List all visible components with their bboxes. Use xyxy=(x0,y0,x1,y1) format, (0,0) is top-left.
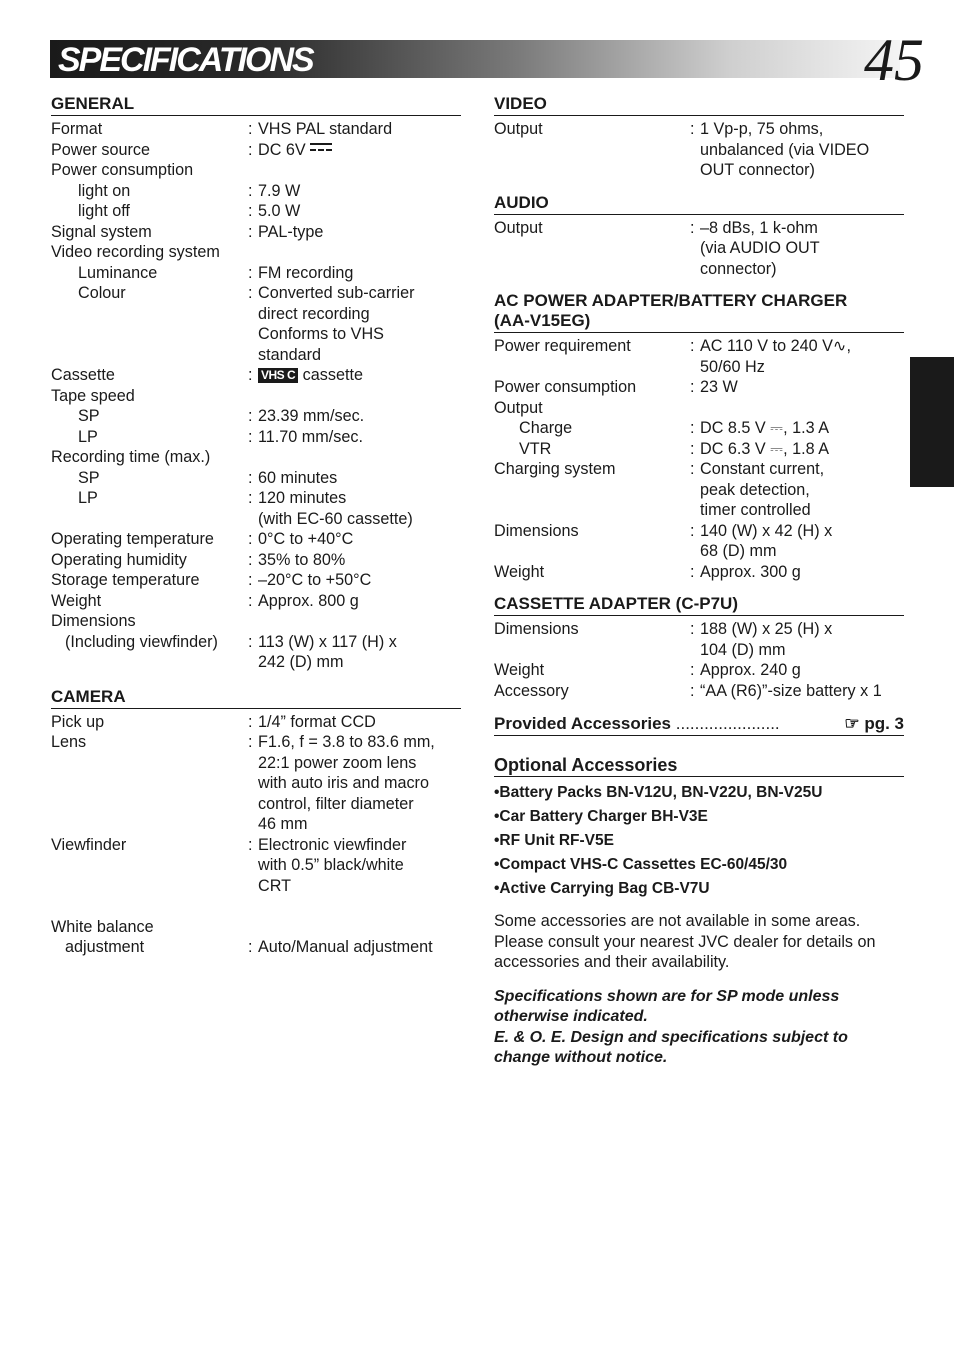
spec-label: Power consumption xyxy=(494,378,637,396)
colon-separator: : xyxy=(248,938,253,956)
optional-accessories-heading: Optional Accessories xyxy=(494,754,904,777)
list-item: •Compact VHS-C Cassettes EC-60/45/30 xyxy=(494,856,788,873)
spec-label: Lens xyxy=(51,733,87,751)
spec-value-text: Converted sub-carrier direct recording Conforms to VHS standard xyxy=(258,284,415,364)
spec-value-text: –20°C to +50°C xyxy=(258,571,372,589)
spec-row xyxy=(494,439,904,460)
list-item: •Active Carrying Bag CB-V7U xyxy=(494,880,710,897)
spec-label: Output xyxy=(494,218,543,237)
spec-row xyxy=(51,242,461,263)
spec-label: Video recording system xyxy=(51,243,220,261)
colon-separator: : xyxy=(690,562,695,581)
spec-value xyxy=(248,835,461,897)
spec-value-text: Approx. 300 g xyxy=(700,562,801,581)
spec-row xyxy=(51,181,461,202)
spec-value xyxy=(690,681,904,702)
spec-label: Recording time (max.) xyxy=(51,448,211,466)
spec-label: Operating humidity xyxy=(51,550,187,569)
colon-separator: : xyxy=(690,378,695,396)
spec-label: Power source xyxy=(51,140,150,159)
spec-value xyxy=(248,365,461,386)
spec-row xyxy=(51,119,461,140)
dot-leader: ...................... xyxy=(675,714,780,733)
spec-value xyxy=(248,488,461,529)
section-heading: VIDEO xyxy=(494,94,904,116)
spec-label: LP xyxy=(78,489,98,507)
colon-separator: : xyxy=(248,181,253,200)
spec-value xyxy=(690,521,904,562)
spec-label: Power requirement xyxy=(494,337,631,355)
provided-accessories-label xyxy=(494,713,780,735)
colon-separator: : xyxy=(690,419,695,437)
spec-label: Viewfinder xyxy=(51,835,127,854)
spec-label: Dimensions xyxy=(494,521,579,540)
spec-row xyxy=(51,529,461,550)
spec-value-text: 140 (W) x 42 (H) x 68 (D) mm xyxy=(700,521,833,560)
spec-row xyxy=(51,591,461,612)
spec-label: Dimensions xyxy=(51,612,136,630)
colon-separator: : xyxy=(690,620,695,638)
spec-label: light off xyxy=(78,202,130,220)
spec-value-text: VHS PAL standard xyxy=(258,120,393,138)
colon-separator: : xyxy=(248,407,253,425)
spec-row xyxy=(51,896,461,917)
colon-separator: : xyxy=(248,591,253,610)
colon-separator: : xyxy=(248,140,253,159)
spec-row xyxy=(51,632,461,673)
spec-row xyxy=(494,418,904,439)
spec-row xyxy=(51,427,461,448)
colon-separator: : xyxy=(248,632,253,651)
spec-value-text: 60 minutes xyxy=(258,468,338,487)
section-heading: GENERAL xyxy=(51,94,461,116)
spec-row xyxy=(494,521,904,562)
spec-row xyxy=(51,570,461,591)
spec-row xyxy=(51,201,461,222)
colon-separator: : xyxy=(248,550,253,569)
spec-row xyxy=(494,562,904,583)
spec-value-text: DC 8.5 V ⎓, 1.3 A xyxy=(700,419,829,437)
spec-label: Cassette xyxy=(51,366,115,384)
spec-row xyxy=(494,119,904,181)
spec-row xyxy=(494,681,904,702)
sp-mode-note: Specifications shown are for SP mode unless otherwise indicated. xyxy=(494,987,840,1025)
spec-row xyxy=(494,398,904,419)
spec-value xyxy=(248,468,461,489)
section-heading: AC POWER ADAPTER/BATTERY CHARGER (AA-V15EG) xyxy=(494,291,904,333)
spec-label: Format xyxy=(51,120,103,138)
spec-table xyxy=(494,619,904,701)
colon-separator: : xyxy=(690,218,695,237)
spec-value-text: 113 (W) x 117 (H) x 242 (D) mm xyxy=(258,632,397,671)
spec-value xyxy=(248,283,461,365)
spec-value-text: DC 6.3 V ⎓, 1.8 A xyxy=(700,439,829,458)
spec-label: Charge xyxy=(519,419,573,437)
spec-value-text: 188 (W) x 25 (H) x 104 (D) mm xyxy=(700,620,833,659)
spec-label: Weight xyxy=(51,591,102,610)
spec-table xyxy=(494,119,904,181)
colon-separator: : xyxy=(690,439,695,458)
spec-row xyxy=(51,611,461,632)
spec-row xyxy=(51,222,461,243)
spec-value-text: VHS C cassette xyxy=(258,365,461,386)
spec-value xyxy=(248,591,461,612)
availability-note: Some accessories are not available in some areas. Please consult your nearest JVC dealer for details on accessories and their availability. xyxy=(494,912,876,971)
spec-value xyxy=(248,406,461,427)
colon-separator: : xyxy=(248,222,253,241)
dc-symbol-icon xyxy=(310,143,332,153)
spec-value-text: 120 minutes (with EC-60 cassette) xyxy=(258,489,413,528)
spec-value-text: AC 110 V to 240 V∿, 50/60 Hz xyxy=(700,337,851,376)
section-heading: CASSETTE ADAPTER (C-P7U) xyxy=(494,594,904,616)
spec-row xyxy=(51,732,461,835)
colon-separator: : xyxy=(690,661,695,679)
spec-row xyxy=(51,917,461,938)
spec-row xyxy=(51,386,461,407)
spec-value-text: 1/4” format CCD xyxy=(258,712,376,731)
camera-section xyxy=(51,687,461,958)
spec-label: Output xyxy=(494,398,543,417)
spec-value xyxy=(248,201,461,222)
spec-label: Weight xyxy=(494,562,545,581)
spec-value xyxy=(690,439,904,460)
spec-row xyxy=(494,459,904,521)
spec-label: Tape speed xyxy=(51,386,135,405)
video-section xyxy=(494,94,904,181)
spec-row xyxy=(51,406,461,427)
spec-label: Charging system xyxy=(494,460,616,478)
spec-value xyxy=(248,119,461,140)
spec-row xyxy=(51,468,461,489)
spec-value xyxy=(248,140,461,161)
section-heading: CAMERA xyxy=(51,687,461,709)
spec-label: VTR xyxy=(519,439,552,458)
left-column xyxy=(51,94,461,970)
spec-value-text: PAL-type xyxy=(258,222,324,241)
spec-value-text: DC 6V xyxy=(258,140,461,161)
spec-row xyxy=(51,488,461,529)
colon-separator: : xyxy=(690,337,695,355)
right-column xyxy=(494,94,904,1069)
spec-row xyxy=(494,660,904,681)
spec-row xyxy=(494,218,904,280)
colon-separator: : xyxy=(248,835,253,854)
adapter-section xyxy=(494,291,904,582)
spec-label: White balance xyxy=(51,917,154,936)
spec-value-text: FM recording xyxy=(258,263,354,282)
spec-label: Pick up xyxy=(51,712,105,731)
spec-row xyxy=(51,712,461,733)
spec-value-text: 1 Vp-p, 75 ohms, unbalanced (via VIDEO OUT connector) xyxy=(700,120,870,179)
spec-value xyxy=(690,119,904,181)
spec-label: LP xyxy=(78,427,98,446)
vhs-c-logo-icon: VHS C xyxy=(258,368,298,383)
spec-label: Operating temperature xyxy=(51,530,214,548)
spec-value-text: Approx. 240 g xyxy=(700,661,801,679)
spec-value-text: F1.6, f = 3.8 to 83.6 mm, 22:1 power zoom lens with auto iris and macro control, filter diameter 46 mm xyxy=(258,733,435,833)
spec-value xyxy=(248,181,461,202)
spec-label: adjustment xyxy=(65,938,145,956)
spec-row xyxy=(494,619,904,660)
spec-value-text: Constant current, peak detection, timer controlled xyxy=(700,460,825,519)
spec-label: Dimensions xyxy=(494,620,579,638)
list-item: •RF Unit RF-V5E xyxy=(494,832,614,849)
colon-separator: : xyxy=(248,366,253,384)
colon-separator: : xyxy=(690,681,695,700)
spec-label: Signal system xyxy=(51,222,152,241)
section-heading: AUDIO xyxy=(494,193,904,215)
spec-row xyxy=(51,263,461,284)
spec-value xyxy=(248,550,461,571)
spec-value-text: 35% to 80% xyxy=(258,550,346,569)
spec-value-text: 23 W xyxy=(700,378,738,396)
spec-value-text: Auto/Manual adjustment xyxy=(258,938,433,956)
spec-label: light on xyxy=(78,181,131,200)
spec-value xyxy=(690,562,904,583)
spec-row xyxy=(51,283,461,365)
footer-note xyxy=(494,987,904,1069)
spec-value xyxy=(248,632,461,673)
page-title: SPECIFICATIONS xyxy=(58,41,313,79)
spec-table xyxy=(51,712,461,958)
spec-label: SP xyxy=(78,468,100,487)
colon-separator: : xyxy=(690,120,695,138)
section-tab-marker xyxy=(910,357,954,487)
spec-value xyxy=(690,660,904,681)
spec-value-text: Electronic viewfinder with 0.5” black/white CRT xyxy=(258,835,407,895)
colon-separator: : xyxy=(248,530,253,548)
provided-label-text: Provided Accessories xyxy=(494,714,672,733)
spec-row xyxy=(494,336,904,377)
spec-label: Colour xyxy=(78,284,126,302)
list-item: •Battery Packs BN-V12U, BN-V22U, BN-V25U xyxy=(494,784,823,801)
page-reference: ☞ pg. 3 xyxy=(844,714,904,733)
spec-row xyxy=(494,377,904,398)
optional-accessories-list xyxy=(494,781,904,901)
general-section xyxy=(51,94,461,673)
colon-separator: : xyxy=(248,712,253,731)
spec-value-text: “AA (R6)”-size battery x 1 xyxy=(700,681,882,700)
spec-value xyxy=(248,427,461,448)
spec-label: SP xyxy=(78,407,100,425)
colon-separator: : xyxy=(690,521,695,540)
spec-value xyxy=(248,263,461,284)
spec-value xyxy=(248,222,461,243)
spec-value xyxy=(690,377,904,398)
spec-value xyxy=(248,570,461,591)
spec-value xyxy=(248,732,461,835)
colon-separator: : xyxy=(248,733,253,751)
spec-label: (Including viewfinder) xyxy=(65,632,218,651)
spec-label: Output xyxy=(494,120,543,138)
colon-separator: : xyxy=(248,263,253,282)
colon-separator: : xyxy=(248,571,253,589)
spec-table xyxy=(494,336,904,582)
spec-value xyxy=(690,459,904,521)
spec-value-text: Approx. 800 g xyxy=(258,591,359,610)
spec-value-text: 5.0 W xyxy=(258,202,301,220)
spec-row xyxy=(51,160,461,181)
spec-row xyxy=(51,937,461,958)
colon-separator: : xyxy=(248,120,253,138)
colon-separator: : xyxy=(248,468,253,487)
spec-row xyxy=(51,140,461,161)
spec-value-text: 11.70 mm/sec. xyxy=(258,427,363,446)
colon-separator: : xyxy=(248,489,253,507)
spec-row xyxy=(51,550,461,571)
spec-label: Weight xyxy=(494,661,545,679)
colon-separator: : xyxy=(248,284,253,302)
spec-value-text: –8 dBs, 1 k-ohm (via AUDIO OUT connector) xyxy=(700,218,820,278)
spec-label: Luminance xyxy=(78,263,158,282)
page-number: 45 xyxy=(864,27,924,93)
spec-table xyxy=(51,119,461,673)
spec-row xyxy=(51,447,461,468)
spec-table xyxy=(494,218,904,280)
spec-value xyxy=(248,529,461,550)
spec-value xyxy=(690,336,904,377)
provided-accessories-line xyxy=(494,713,904,736)
spec-value xyxy=(690,218,904,280)
spec-row xyxy=(51,365,461,386)
spec-value-text: 0°C to +40°C xyxy=(258,530,354,548)
cassette-adapter-section xyxy=(494,594,904,701)
spec-value-text: 23.39 mm/sec. xyxy=(258,407,365,425)
colon-separator: : xyxy=(690,460,695,478)
disclaimer-note: E. & O. E. Design and specifications subject to change without notice. xyxy=(494,1028,848,1066)
audio-section xyxy=(494,193,904,280)
colon-separator: : xyxy=(248,202,253,220)
spec-label: Power consumption xyxy=(51,161,194,179)
spec-row xyxy=(51,835,461,897)
spec-value xyxy=(690,418,904,439)
spec-value-text: 7.9 W xyxy=(258,181,301,200)
spec-value xyxy=(690,619,904,660)
spec-label: Storage temperature xyxy=(51,571,200,589)
spec-label: Accessory xyxy=(494,681,569,700)
spec-value xyxy=(248,712,461,733)
spec-value xyxy=(248,937,461,958)
colon-separator: : xyxy=(248,427,253,446)
list-item: •Car Battery Charger BH-V3E xyxy=(494,808,708,825)
